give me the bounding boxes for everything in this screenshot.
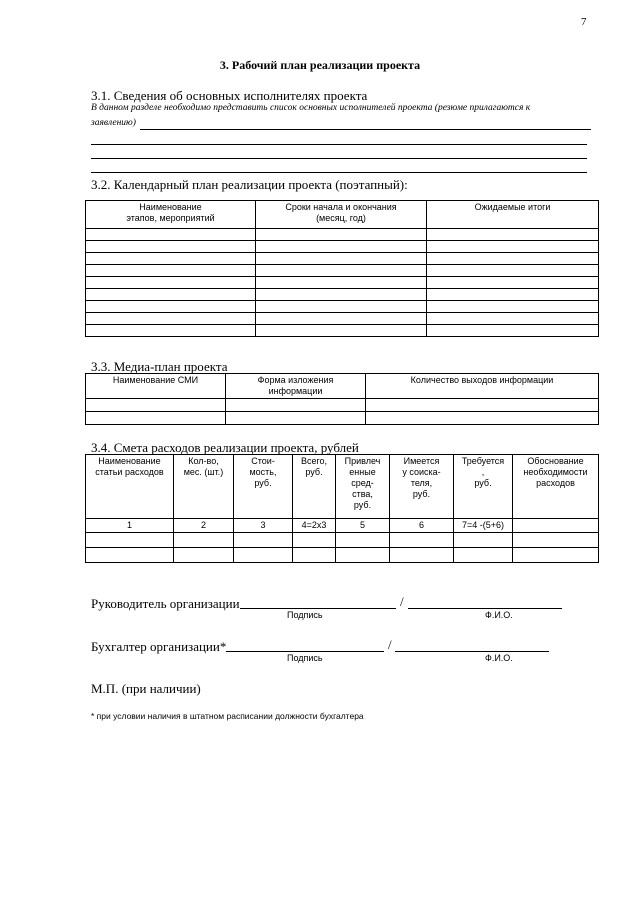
- page-title: 3. Рабочий план реализации проекта: [219, 58, 421, 72]
- separator-slash: /: [400, 594, 404, 609]
- section-3-1-note-line2: заявлению): [91, 118, 136, 128]
- name-line: [408, 608, 562, 609]
- table-header-row: [86, 455, 599, 519]
- table-header-cell: Сроки начала и окончания (месяц, год): [256, 201, 427, 229]
- fill-line: [91, 144, 587, 145]
- table-header-cell: Привлеч енные сред- ства, руб.: [336, 455, 390, 519]
- section-3-2-heading: 3.2. Календарный план реализации проекта (поэтапный):: [91, 177, 408, 192]
- table-row: [86, 277, 599, 289]
- table-header-cell: Обоснование необходимости расходов: [513, 455, 599, 519]
- table-row: [86, 325, 599, 337]
- table-row: [86, 241, 599, 253]
- table-header-cell: Количество выходов информации: [366, 374, 599, 399]
- signature-line: [240, 608, 396, 609]
- table-header-cell: Наименование этапов, мероприятий: [86, 201, 256, 229]
- table-cell: 7=4 -(5+6): [454, 519, 513, 533]
- table-row: [86, 399, 599, 412]
- table-cell: [513, 519, 599, 533]
- table-cell: 6: [390, 519, 454, 533]
- accountant-signature-label: Бухгалтер организации*: [91, 639, 227, 654]
- table-row: [86, 253, 599, 265]
- calendar-plan-table: [85, 200, 599, 337]
- table-header-row: [86, 201, 599, 229]
- table-cell: 2: [174, 519, 234, 533]
- name-caption: Ф.И.О.: [485, 610, 513, 620]
- name-caption: Ф.И.О.: [485, 653, 513, 663]
- table-row-column-numbers: [86, 519, 599, 533]
- signature-caption: Подпись: [287, 653, 323, 663]
- budget-table: [85, 454, 599, 563]
- signature-caption: Подпись: [287, 610, 323, 620]
- separator-slash: /: [388, 637, 392, 652]
- section-3-3-heading: 3.3. Медиа-план проекта: [91, 359, 228, 374]
- name-line: [395, 651, 549, 652]
- table-row: [86, 229, 599, 241]
- table-cell: 5: [336, 519, 390, 533]
- table-header-cell: Форма изложения информации: [226, 374, 366, 399]
- section-3-1-note-line1: В данном разделе необходимо представить список основных исполнителей проекта (резюме прилагаются к: [91, 103, 531, 113]
- table-header-row: [86, 374, 599, 399]
- table-header-cell: Всего, руб.: [293, 455, 336, 519]
- fill-line: [91, 158, 587, 159]
- table-row: [86, 533, 599, 548]
- table-cell: 3: [234, 519, 293, 533]
- table-row: [86, 289, 599, 301]
- fill-line: [140, 129, 591, 130]
- table-header-cell: Наименование статьи расходов: [86, 455, 174, 519]
- table-header-cell: Кол-во, мес. (шт.): [174, 455, 234, 519]
- table-header-cell: Требуется , руб.: [454, 455, 513, 519]
- media-plan-table: [85, 373, 599, 425]
- table-row: [86, 412, 599, 425]
- table-header-cell: Ожидаемые итоги: [427, 201, 599, 229]
- table-header-cell: Стои- мость, руб.: [234, 455, 293, 519]
- table-row: [86, 548, 599, 563]
- table-row: [86, 301, 599, 313]
- section-3-4-heading: 3.4. Смета расходов реализации проекта, рублей: [91, 440, 359, 455]
- section-3-1-heading: 3.1. Сведения об основных исполнителях проекта: [91, 88, 368, 103]
- stamp-label: М.П. (при наличии): [91, 681, 201, 696]
- table-row: [86, 313, 599, 325]
- table-header-cell: Имеется у соиска- теля, руб.: [390, 455, 454, 519]
- fill-line: [91, 172, 587, 173]
- signature-line: [226, 651, 384, 652]
- page-number: 7: [581, 16, 587, 28]
- head-signature-label: Руководитель организации: [91, 596, 240, 611]
- footnote: * при условии наличия в штатном расписании должности бухгалтера: [91, 711, 364, 721]
- table-row: [86, 265, 599, 277]
- table-header-cell: Наименование СМИ: [86, 374, 226, 399]
- table-cell: 4=2х3: [293, 519, 336, 533]
- table-cell: 1: [86, 519, 174, 533]
